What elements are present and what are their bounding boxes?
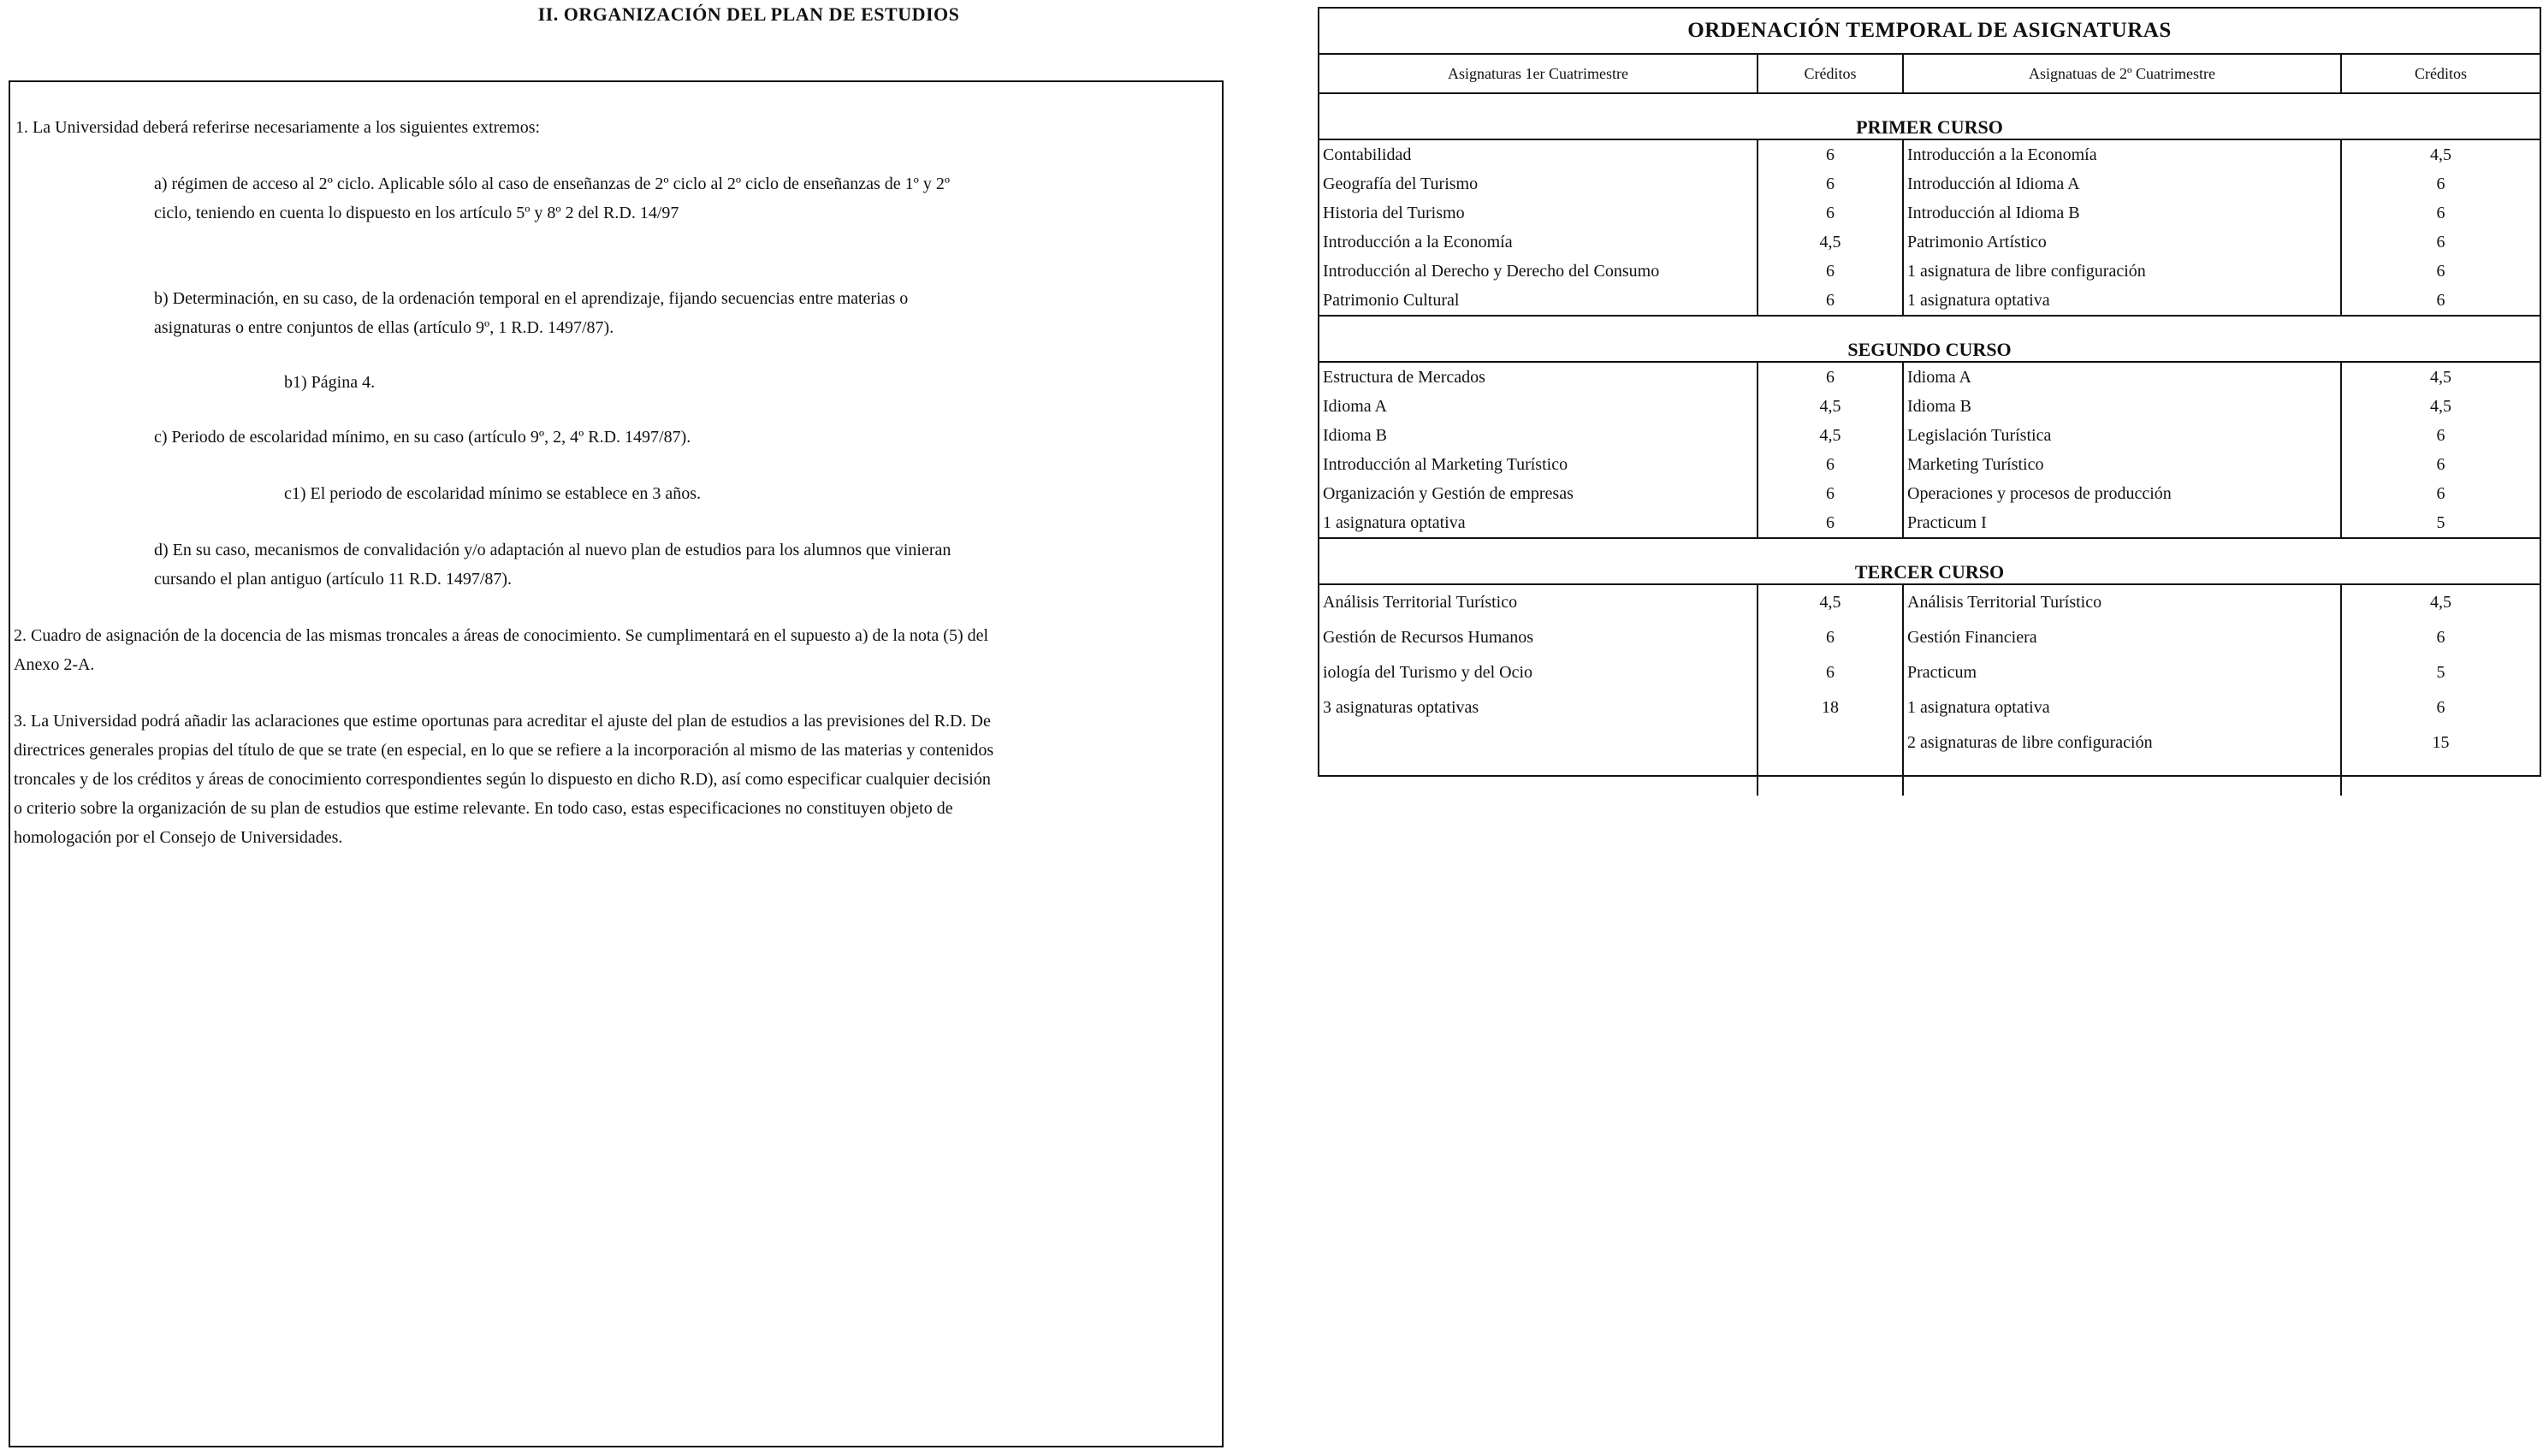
paragraph-3: 3. La Universidad podrá añadir las aclaraciones que estime oportunas para acreditar el ajuste del plan de estudios a las previsiones del R.D. De directrices generales propias del título de que se trate (en especial, en lo que se refiere a la incorporación al mismo de las materias y contenidos troncales y de los créditos y áreas de conocimiento correspondientes según lo dispuesto en dicho R.D), así como especificar cualquier decisión o criterio sobre la organización de su plan de estudios que estime relevante. En todo caso, estas especificaciones no constituyen objeto de homologación por el Consejo de Universidades. — [14, 712, 994, 847]
table-row: Patrimonio Cultural 6 1 asignatura optativa 6 — [1319, 286, 2540, 316]
table-row: 1 asignatura optativa 6 Practicum I 5 — [1319, 508, 2540, 538]
course-heading-segundo: SEGUNDO CURSO — [1319, 316, 2540, 362]
table-row: Introducción al Derecho y Derecho del Consumo 6 1 asignatura de libre configuración 6 — [1319, 257, 2540, 286]
section-title: II. ORGANIZACIÓN DEL PLAN DE ESTUDIOS — [537, 3, 960, 25]
table-row: Geografía del Turismo 6 Introducción al Idioma A 6 — [1319, 169, 2540, 198]
instructions-box — [9, 80, 1224, 1447]
table-row: Gestión de Recursos Humanos 6 Gestión Financiera 6 — [1319, 620, 2540, 655]
header-second-semester: Asignatuas de 2º Cuatrimestre — [1903, 54, 2341, 93]
paragraph-1a: a) régimen de acceso al 2º ciclo. Aplicable sólo al caso de enseñanzas de 2º ciclo al 2º ciclo de enseñanzas de 1º y 2º ciclo, teniendo en cuenta lo dispuesto en los artículo 5º y 8º 2 del R.D. 14/97 — [154, 175, 951, 222]
table-row: Idioma B 4,5 Legislación Turística 6 — [1319, 421, 2540, 450]
table-row: Introducción al Marketing Turístico 6 Marketing Turístico 6 — [1319, 450, 2540, 479]
header-credits-1: Créditos — [1758, 54, 1903, 93]
paragraph-2: 2. Cuadro de asignación de la docencia de las mismas troncales a áreas de conocimiento. Se cumplimentará en el supuesto a) de la nota (5) del Anexo 2-A. — [14, 626, 989, 674]
paragraph-1: 1. La Universidad deberá referirse necesariamente a los siguientes extremos: — [15, 118, 541, 137]
paragraph-1d: d) En su caso, mecanismos de convalidación y/o adaptación al nuevo plan de estudios para los alumnos que vinieran cursando el plan antiguo (artículo 11 R.D. 1497/87). — [154, 541, 951, 589]
paragraph-1b: b) Determinación, en su caso, de la ordenación temporal en el aprendizaje, fijando secuencias entre materias o asignaturas o entre conjuntos de ellas (artículo 9º, 1 R.D. 1497/87). — [154, 289, 909, 337]
table-row: Contabilidad 6 Introducción a la Economía 4,5 — [1319, 139, 2540, 169]
table-row: Estructura de Mercados 6 Idioma A 4,5 — [1319, 362, 2540, 392]
paragraph-1c1: c1) El periodo de escolaridad mínimo se establece en 3 años. — [284, 484, 702, 503]
table-row: Análisis Territorial Turístico 4,5 Análisis Territorial Turístico 4,5 — [1319, 584, 2540, 620]
table-row: 2 asignaturas de libre configuración 15 — [1319, 725, 2540, 761]
table-row: 3 asignaturas optativas 18 1 asignatura optativa 6 — [1319, 690, 2540, 725]
header-credits-2: Créditos — [2341, 54, 2540, 93]
paragraph-1b1: b1) Página 4. — [284, 373, 376, 392]
course-heading-primer: PRIMER CURSO — [1319, 93, 2540, 139]
table-row: iología del Turismo y del Ocio 6 Practicum 5 — [1319, 655, 2540, 690]
table-row: Historia del Turismo 6 Introducción al Idioma B 6 — [1319, 198, 2540, 228]
table-row: Idioma A 4,5 Idioma B 4,5 — [1319, 392, 2540, 421]
table-row: Introducción a la Economía 4,5 Patrimonio Artístico 6 — [1319, 228, 2540, 257]
table-row-empty — [1319, 761, 2540, 796]
course-schedule-box — [1318, 7, 2541, 777]
table-row: Organización y Gestión de empresas 6 Operaciones y procesos de producción 6 — [1319, 479, 2540, 508]
header-first-semester: Asignaturas 1er Cuatrimestre — [1319, 54, 1758, 93]
course-schedule-table — [1319, 9, 2540, 796]
table-title: ORDENACIÓN TEMPORAL DE ASIGNATURAS — [1319, 9, 2540, 54]
paragraph-1c: c) Periodo de escolaridad mínimo, en su caso (artículo 9º, 2, 4º R.D. 1497/87). — [154, 428, 691, 447]
course-heading-tercer: TERCER CURSO — [1319, 538, 2540, 584]
